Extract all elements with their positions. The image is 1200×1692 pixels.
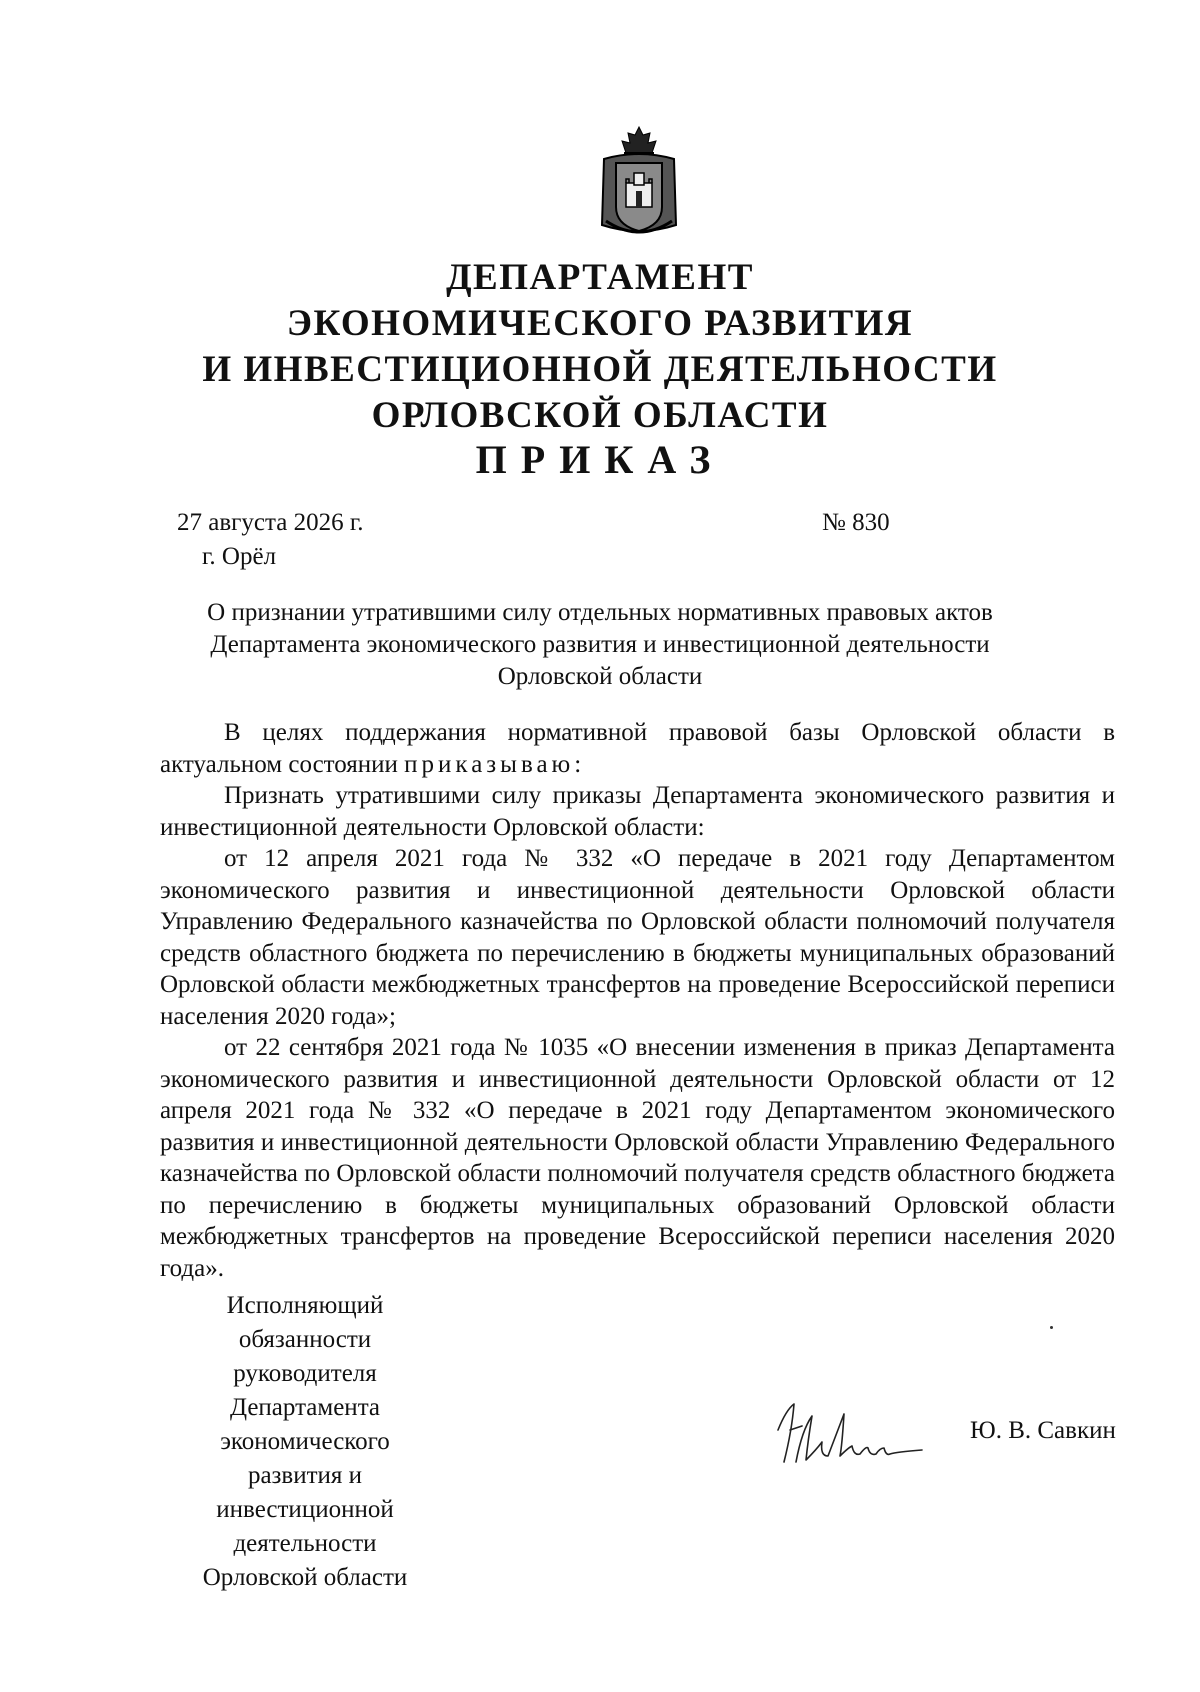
document-type: ПРИКАЗ [475,437,725,482]
body-paragraph: Признать утратившими силу приказы Департамента экономического развития и инвестиционной деятельности Орловской области: [160,782,1115,841]
scan-speck [1050,1326,1053,1329]
department-line: ЭКОНОМИЧЕСКОГО РАЗВИТИЯ [286,303,914,344]
department-line: ДЕПАРТАМЕНТ [446,257,754,298]
signatory-title-line: деятельности [233,1530,377,1557]
department-line: ОРЛОВСКОЙ ОБЛАСТИ [371,395,829,436]
signatory-title-line: руководителя [233,1360,377,1387]
department-heading [150,255,1050,439]
signatory-title-line: инвестиционной [216,1496,394,1523]
signatory-title-line: Департамента [229,1394,381,1421]
department-line: И ИНВЕСТИЦИОННОЙ ДЕЯТЕЛЬНОСТИ [202,349,998,390]
document-city: г. Орёл [202,543,277,570]
signatory-title-line: экономического [220,1428,390,1455]
body-paragraph: от 22 сентября 2021 года № 1035 «О внесении изменения в приказ Департамента экономического развития и инвестиционной деятельности Орловской области от 12 апреля 2021 года № 332 «О передаче в 2021 году Департаментом экономического развития и инвестиционной деятельности Орловской области Управлению Федерального казначейства по Орловской области полномочий получателя средств областного бюджета по перечислению в бюджеты муниципальных образований Орловской области межбюджетных трансфертов на проведение Всероссийской переписи населения 2020 года». [160,1034,1115,1282]
document-subject [150,597,1050,693]
intro-end: : [574,750,582,778]
document-number: № 830 [822,509,890,536]
signatory-title-line: Исполняющий [226,1292,384,1319]
body-paragraph-intro [160,717,1115,780]
subject-line: Департамента экономического развития и инвестиционной деятельности [210,631,990,658]
document-body [160,717,1115,1284]
subject-line: Орловской области [497,663,703,690]
document-date: 27 августа 2026 г. [177,509,364,536]
handwritten-signature [772,1390,932,1470]
coat-of-arms-icon [598,125,680,241]
signatory-title-line: Орловской области [202,1564,408,1591]
subject-line: О признании утратившими силу отдельных нормативных правовых актов [207,599,993,626]
signatory-title-line: обязанности [238,1326,372,1353]
signatory-title [165,1289,445,1595]
order-word: приказываю [404,750,575,778]
signatory-name: Ю. В. Савкин [970,1417,1116,1444]
signatory-title-line: развития и [247,1462,363,1489]
intro-text: В целях поддержания нормативной правовой базы Орловской области в актуальном состоянии [160,719,1115,778]
body-paragraph: от 12 апреля 2021 года № 332 «О передаче в 2021 году Департаментом экономического развития и инвестиционной деятельности Орловской области Управлению Федерального казначейства по Орловской области полномочий получателя средств областного бюджета по перечислению в бюджеты муниципальных образований Орловской области межбюджетных трансфертов на проведение Всероссийской переписи населения 2020 года»; [160,845,1115,1030]
